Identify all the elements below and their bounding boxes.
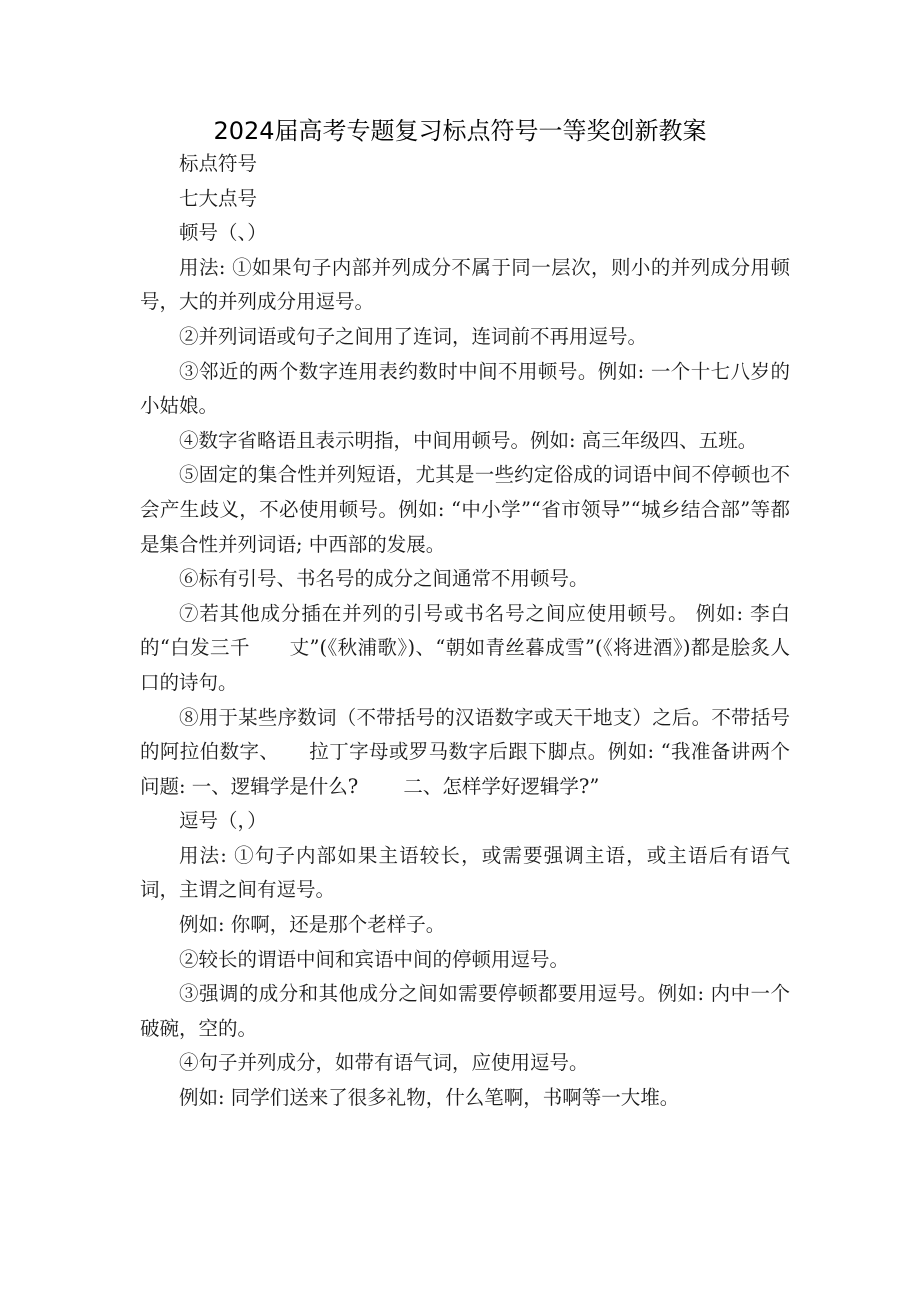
paragraph: ③强调的成分和其他成分之间如需要停顿都要用逗号。例如: 内中一个破碗，空的。 (140, 982, 790, 1040)
paragraph: 七大点号 (179, 186, 258, 210)
paragraph: ⑥标有引号、书名号的成分之间通常不用顿号。 (179, 567, 589, 591)
paragraph: 标点符号 (179, 152, 258, 175)
paragraph: 例如: 同学们送来了很多礼物，什么笔啊，书啊等一大堆。 (179, 1086, 680, 1110)
document-body (140, 147, 790, 1116)
paragraph: ④句子并列成分，如带有语气词，应使用逗号。 (179, 1051, 589, 1075)
paragraph: 用法: ①如果句子内部并列成分不属于同一层次，则小的并列成分用顿号，大的并列成分用逗号。 (140, 255, 790, 314)
paragraph: ⑤固定的集合性并列短语，尤其是一些约定俗成的词语中间不停顿也不会产生歧义，不必使用顿号。例如: “中小学”“省市领导”“城乡结合部”等都是集合性并列词语; 中西部的发展。 (140, 463, 790, 556)
paragraph: ③邻近的两个数字连用表约数时中间不用顿号。例如: 一个十七八岁的小姑娘。 (140, 359, 790, 418)
paragraph: 例如: 你啊，还是那个老样子。 (179, 913, 446, 937)
paragraph: 顿号（、） (179, 221, 267, 245)
paragraph: ②并列词语或句子之间用了连词，连词前不再用逗号。 (179, 324, 648, 348)
paragraph: ⑧用于某些序数词（不带括号的汉语数字或天干地支）之后。不带括号的阿拉伯数字、 拉丁字母或罗马数字后跟下脚点。例如: “我准备讲两个问题: 一、逻辑学是什么? 二、怎样学好逻辑学?” (140, 705, 790, 798)
paragraph: 用法: ①句子内部如果主语较长，或需要强调主语，或主语后有语气词，主谓之间有逗号。 (140, 843, 790, 902)
paragraph: 逗号（，） (179, 809, 267, 833)
paragraph: ④数字省略语且表示明指，中间用顿号。例如: 高三年级四、五班。 (179, 428, 758, 452)
paragraph: ②较长的谓语中间和宾语中间的停顿用逗号。 (179, 947, 570, 971)
paragraph: ⑦若其他成分插在并列的引号或书名号之间应使用顿号。 例如: 李白的“白发三千 丈”(《秋浦歌》)、“朝如青丝暮成雪”(《将进酒》)都是脍炙人口的诗句。 (140, 601, 790, 694)
document-title: 2024届高考专题复习标点符号一等奖创新教案 (213, 117, 707, 145)
